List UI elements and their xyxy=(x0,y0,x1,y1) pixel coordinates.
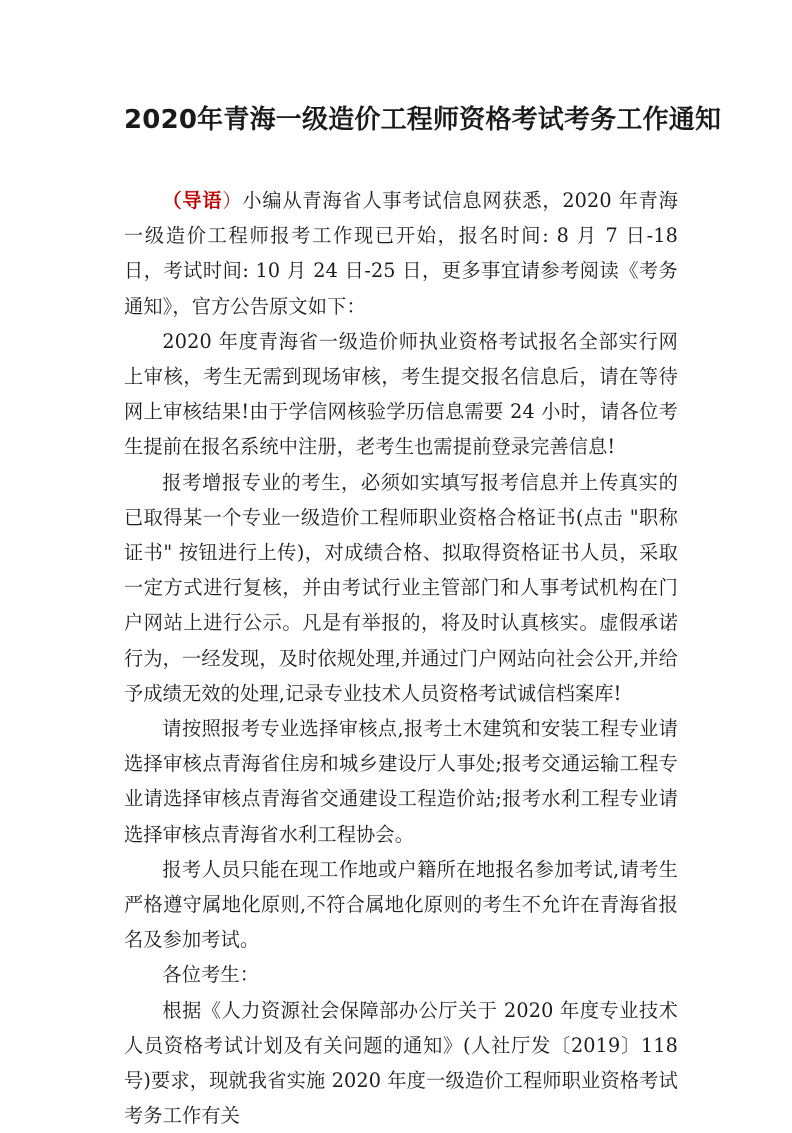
lead-marker-open: （ xyxy=(162,189,183,212)
paragraph-review-points: 请按照报考专业选择审核点,报考土木建筑和安装工程专业请选择审核点青海省住房和城乡建设厅人事处;报考交通运输工程专业请选择审核点青海省交通建设工程造价站;报考水利工程专业请选择审核点青海省水利工程协会。 xyxy=(124,717,678,846)
lead-marker-text: 导语 xyxy=(182,189,223,212)
paragraph-basis-notice: 根据《人力资源社会保障部办公厅关于 2020 年度专业技术人员资格考试计划及有关问题的通知》(人社厅发〔2019〕118 号)要求，现就我省实施 2020 年度一级造价工程师职业资格考试考务工作有关 xyxy=(124,998,678,1128)
lead-paragraph xyxy=(124,183,678,324)
lead-body-text: 小编从青海省人事考试信息网获悉，2020 年青海一级造价工程师报考工作现已开始，报名时间: 8 月 7 日-18 日，考试时间: 10 月 24 日-25 日，更多事宜请参考阅读《考务通知》，官方公告原文如下： xyxy=(124,189,678,318)
paragraph-additional-major: 报考增报专业的考生，必须如实填写报考信息并上传真实的已取得某一个专业一级造价工程师职业资格合格证书(点击 "职称证书" 按钮进行上传)，对成绩合格、拟取得资格证书人员，采取一定方式进行复核，并由考试行业主管部门和人事考试机构在门户网站上进行公示。凡是有举报的，将及时认真核实。虚假承诺行为，一经发现，及时依规处理,并通过门户网站向社会公开,并给予成绩无效的处理,记录专业技术人员资格考试诚信档案库! xyxy=(124,470,678,705)
paragraph-online-review: 2020 年度青海省一级造价师执业资格考试报名全部实行网上审核，考生无需到现场审核，考生提交报名信息后，请在等待网上审核结果!由于学信网核验学历信息需要 24 小时，请各位考生提前在报名系统中注册，老考生也需提前登录完善信息! xyxy=(124,329,678,459)
lead-marker-close: ） xyxy=(222,189,243,212)
paragraph-salutation: 各位考生： xyxy=(162,963,260,987)
document-body xyxy=(124,183,678,1133)
page-title: 2020年青海一级造价工程师资格考试考务工作通知 xyxy=(124,105,722,135)
paragraph-locality-principle: 报考人员只能在现工作地或户籍所在地报名参加考试,请考生严格遵守属地化原则,不符合属地化原则的考生不允许在青海省报名及参加考试。 xyxy=(124,857,678,952)
